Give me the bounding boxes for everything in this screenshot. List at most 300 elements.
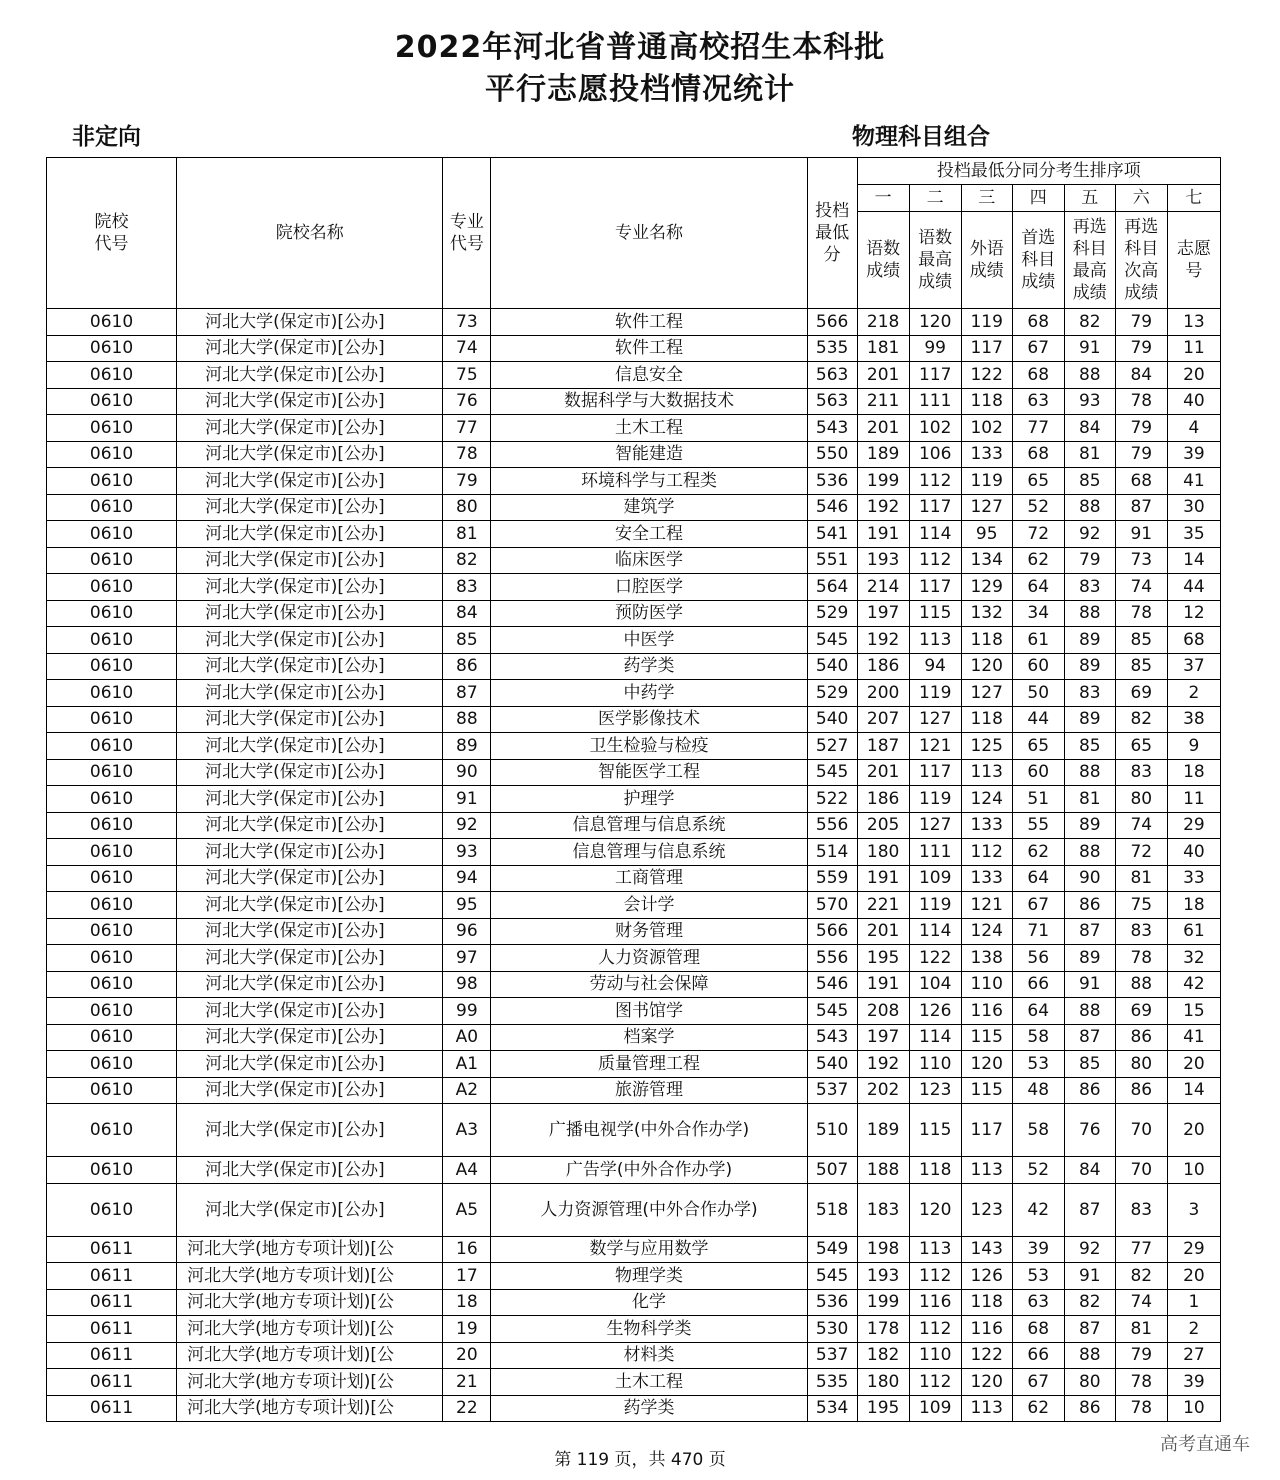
score-reselect-second-cell: 81	[1115, 865, 1167, 892]
preference-number-cell: 1	[1167, 1289, 1220, 1316]
min-score-cell: 546	[807, 494, 857, 521]
score-reselect-max-cell: 86	[1064, 1077, 1115, 1104]
preference-number-cell: 18	[1167, 892, 1220, 919]
preference-number-cell: 2	[1167, 680, 1220, 707]
major-name-cell: 土木工程	[491, 1369, 807, 1396]
preference-number-cell: 27	[1167, 1342, 1220, 1369]
major-name-cell: 中医学	[491, 627, 807, 654]
score-reselect-second-cell: 86	[1115, 1024, 1167, 1051]
major-code-cell: A3	[443, 1104, 491, 1157]
table-row	[47, 918, 1221, 945]
score-reselect-second-cell: 84	[1115, 362, 1167, 389]
score-reselect-second-cell: 70	[1115, 1157, 1167, 1184]
score-first-subject-cell: 53	[1012, 1263, 1064, 1290]
school-code-cell: 0610	[47, 786, 177, 813]
score-reselect-second-cell: 78	[1115, 1369, 1167, 1396]
score-first-subject-cell: 68	[1012, 362, 1064, 389]
score-first-subject-cell: 53	[1012, 1051, 1064, 1078]
score-reselect-second-cell: 87	[1115, 494, 1167, 521]
school-code-cell: 0610	[47, 971, 177, 998]
score-chinese-math-cell: 186	[857, 786, 909, 813]
preference-number-cell: 4	[1167, 415, 1220, 442]
score-first-subject-cell: 44	[1012, 706, 1064, 733]
table-row	[47, 839, 1221, 866]
score-reselect-max-cell: 85	[1064, 733, 1115, 760]
score-reselect-second-cell: 80	[1115, 786, 1167, 813]
school-name-cell: 河北大学(保定市)[公办]	[177, 1157, 443, 1184]
major-name-cell: 信息安全	[491, 362, 807, 389]
score-chinese-math-max-cell: 117	[909, 574, 961, 601]
major-name-cell: 人力资源管理	[491, 945, 807, 972]
major-code-cell: 22	[443, 1395, 491, 1422]
score-first-subject-cell: 72	[1012, 521, 1064, 548]
min-score-cell: 535	[807, 1369, 857, 1396]
score-chinese-math-max-cell: 114	[909, 1024, 961, 1051]
school-name-cell: 河北大学(保定市)[公办]	[177, 574, 443, 601]
score-chinese-math-max-cell: 94	[909, 653, 961, 680]
min-score-cell: 545	[807, 1263, 857, 1290]
preference-number-cell: 68	[1167, 627, 1220, 654]
preference-number-cell: 39	[1167, 1369, 1220, 1396]
score-first-subject-cell: 61	[1012, 627, 1064, 654]
score-chinese-math-cell: 218	[857, 309, 909, 336]
score-chinese-math-cell: 197	[857, 1024, 909, 1051]
school-code-cell: 0610	[47, 839, 177, 866]
table-row	[47, 335, 1221, 362]
score-chinese-math-max-cell: 122	[909, 945, 961, 972]
score-chinese-math-max-cell: 104	[909, 971, 961, 998]
min-score-cell: 570	[807, 892, 857, 919]
score-first-subject-cell: 62	[1012, 547, 1064, 574]
score-foreign-lang-cell: 116	[961, 1316, 1012, 1343]
score-foreign-lang-cell: 113	[961, 1395, 1012, 1422]
school-code-cell: 0610	[47, 706, 177, 733]
score-chinese-math-max-cell: 113	[909, 1236, 961, 1263]
min-score-cell: 518	[807, 1183, 857, 1236]
school-name-cell: 河北大学(保定市)[公办]	[177, 786, 443, 813]
table-row	[47, 733, 1221, 760]
score-reselect-second-cell: 88	[1115, 971, 1167, 998]
major-code-cell: 93	[443, 839, 491, 866]
min-score-cell: 534	[807, 1395, 857, 1422]
school-code-cell: 0610	[47, 388, 177, 415]
school-code-cell: 0610	[47, 680, 177, 707]
major-name-cell: 财务管理	[491, 918, 807, 945]
score-foreign-lang-cell: 124	[961, 918, 1012, 945]
school-name-cell: 河北大学(保定市)[公办]	[177, 998, 443, 1025]
score-first-subject-cell: 58	[1012, 1104, 1064, 1157]
min-score-cell: 543	[807, 415, 857, 442]
school-code-cell: 0611	[47, 1395, 177, 1422]
score-foreign-lang-cell: 132	[961, 600, 1012, 627]
score-reselect-max-cell: 87	[1064, 1183, 1115, 1236]
score-chinese-math-max-cell: 112	[909, 1369, 961, 1396]
major-code-cell: 89	[443, 733, 491, 760]
score-first-subject-cell: 60	[1012, 653, 1064, 680]
score-foreign-lang-cell: 124	[961, 786, 1012, 813]
score-first-subject-cell: 34	[1012, 600, 1064, 627]
major-code-cell: 94	[443, 865, 491, 892]
major-code-cell: A5	[443, 1183, 491, 1236]
score-reselect-second-cell: 80	[1115, 1051, 1167, 1078]
preference-number-cell: 11	[1167, 335, 1220, 362]
school-name-cell: 河北大学(地方专项计划)[公	[177, 1342, 443, 1369]
major-name-cell: 智能医学工程	[491, 759, 807, 786]
min-score-cell: 559	[807, 865, 857, 892]
table-row	[47, 1289, 1221, 1316]
score-reselect-second-cell: 86	[1115, 1077, 1167, 1104]
score-chinese-math-max-cell: 120	[909, 1183, 961, 1236]
score-foreign-lang-cell: 120	[961, 1369, 1012, 1396]
min-score-cell: 541	[807, 521, 857, 548]
score-chinese-math-cell: 182	[857, 1342, 909, 1369]
score-first-subject-cell: 67	[1012, 892, 1064, 919]
score-foreign-lang-cell: 95	[961, 521, 1012, 548]
score-reselect-max-cell: 82	[1064, 1289, 1115, 1316]
major-code-cell: 18	[443, 1289, 491, 1316]
score-reselect-max-cell: 88	[1064, 600, 1115, 627]
school-name-cell: 河北大学(保定市)[公办]	[177, 1051, 443, 1078]
score-chinese-math-max-cell: 123	[909, 1077, 961, 1104]
major-name-cell: 质量管理工程	[491, 1051, 807, 1078]
score-chinese-math-max-cell: 127	[909, 812, 961, 839]
school-name-cell: 河北大学(保定市)[公办]	[177, 759, 443, 786]
score-foreign-lang-cell: 120	[961, 653, 1012, 680]
school-code-cell: 0610	[47, 812, 177, 839]
score-reselect-max-cell: 81	[1064, 441, 1115, 468]
major-code-cell: 97	[443, 945, 491, 972]
min-score-cell: 535	[807, 335, 857, 362]
min-score-cell: 527	[807, 733, 857, 760]
score-chinese-math-cell: 207	[857, 706, 909, 733]
header-rank-item	[1064, 212, 1115, 309]
score-first-subject-cell: 58	[1012, 1024, 1064, 1051]
score-reselect-second-cell: 78	[1115, 1395, 1167, 1422]
school-name-cell: 河北大学(保定市)[公办]	[177, 865, 443, 892]
score-reselect-second-cell: 78	[1115, 945, 1167, 972]
table-row	[47, 759, 1221, 786]
table-row	[47, 706, 1221, 733]
score-chinese-math-cell: 181	[857, 335, 909, 362]
preference-number-cell: 61	[1167, 918, 1220, 945]
score-reselect-max-cell: 79	[1064, 547, 1115, 574]
score-foreign-lang-cell: 112	[961, 839, 1012, 866]
school-code-cell: 0610	[47, 945, 177, 972]
school-code-cell: 0610	[47, 574, 177, 601]
score-first-subject-cell: 42	[1012, 1183, 1064, 1236]
score-first-subject-cell: 64	[1012, 865, 1064, 892]
major-name-cell: 土木工程	[491, 415, 807, 442]
score-chinese-math-cell: 192	[857, 627, 909, 654]
school-name-cell: 河北大学(保定市)[公办]	[177, 1024, 443, 1051]
school-name-cell: 河北大学(保定市)[公办]	[177, 918, 443, 945]
score-chinese-math-max-cell: 119	[909, 786, 961, 813]
school-name-cell: 河北大学(保定市)[公办]	[177, 733, 443, 760]
score-chinese-math-max-cell: 110	[909, 1342, 961, 1369]
school-code-cell: 0610	[47, 918, 177, 945]
score-reselect-max-cell: 89	[1064, 812, 1115, 839]
major-name-cell: 中药学	[491, 680, 807, 707]
header-rank-num: 一	[857, 185, 909, 212]
score-first-subject-cell: 68	[1012, 1316, 1064, 1343]
score-reselect-second-cell: 79	[1115, 335, 1167, 362]
score-foreign-lang-cell: 119	[961, 309, 1012, 336]
score-reselect-max-cell: 89	[1064, 945, 1115, 972]
score-reselect-max-cell: 89	[1064, 706, 1115, 733]
score-foreign-lang-cell: 121	[961, 892, 1012, 919]
school-code-cell: 0611	[47, 1369, 177, 1396]
major-name-cell: 信息管理与信息系统	[491, 839, 807, 866]
major-code-cell: 78	[443, 441, 491, 468]
major-code-cell: 90	[443, 759, 491, 786]
score-chinese-math-cell: 193	[857, 1263, 909, 1290]
score-reselect-second-cell: 79	[1115, 415, 1167, 442]
score-foreign-lang-cell: 134	[961, 547, 1012, 574]
score-chinese-math-cell: 191	[857, 971, 909, 998]
score-first-subject-cell: 66	[1012, 971, 1064, 998]
table-row	[47, 547, 1221, 574]
major-code-cell: 75	[443, 362, 491, 389]
score-first-subject-cell: 68	[1012, 441, 1064, 468]
preference-number-cell: 20	[1167, 1104, 1220, 1157]
table-row	[47, 1024, 1221, 1051]
school-name-cell: 河北大学(保定市)[公办]	[177, 1104, 443, 1157]
major-code-cell: A1	[443, 1051, 491, 1078]
score-chinese-math-cell: 193	[857, 547, 909, 574]
school-name-cell: 河北大学(保定市)[公办]	[177, 494, 443, 521]
table-row	[47, 1342, 1221, 1369]
school-code-cell: 0610	[47, 309, 177, 336]
school-code-cell: 0611	[47, 1316, 177, 1343]
score-chinese-math-cell: 205	[857, 812, 909, 839]
min-score-cell: 543	[807, 1024, 857, 1051]
header-major-code	[443, 158, 491, 309]
min-score-cell: 545	[807, 627, 857, 654]
score-foreign-lang-cell: 118	[961, 627, 1012, 654]
score-reselect-second-cell: 79	[1115, 441, 1167, 468]
score-chinese-math-max-cell: 109	[909, 865, 961, 892]
min-score-cell: 549	[807, 1236, 857, 1263]
min-score-cell: 537	[807, 1342, 857, 1369]
school-code-cell: 0610	[47, 892, 177, 919]
score-foreign-lang-cell: 118	[961, 706, 1012, 733]
header-rank-num: 五	[1064, 185, 1115, 212]
min-score-cell: 530	[807, 1316, 857, 1343]
school-name-cell: 河北大学(保定市)[公办]	[177, 1077, 443, 1104]
header-min-score	[807, 158, 857, 309]
preference-number-cell: 18	[1167, 759, 1220, 786]
table-row	[47, 362, 1221, 389]
major-code-cell: 88	[443, 706, 491, 733]
table-row	[47, 309, 1221, 336]
score-reselect-max-cell: 88	[1064, 759, 1115, 786]
major-name-cell: 建筑学	[491, 494, 807, 521]
score-reselect-max-cell: 91	[1064, 971, 1115, 998]
table-row	[47, 865, 1221, 892]
header-rank-item-text: 语数最高成绩	[918, 228, 953, 292]
major-name-cell: 药学类	[491, 653, 807, 680]
score-reselect-max-cell: 82	[1064, 309, 1115, 336]
table-row	[47, 812, 1221, 839]
score-first-subject-cell: 56	[1012, 945, 1064, 972]
score-foreign-lang-cell: 133	[961, 865, 1012, 892]
score-reselect-second-cell: 78	[1115, 600, 1167, 627]
score-chinese-math-cell: 201	[857, 759, 909, 786]
table-row	[47, 1263, 1221, 1290]
header-rank-item-text: 外语成绩	[969, 239, 1004, 281]
score-reselect-second-cell: 79	[1115, 309, 1167, 336]
major-name-cell: 档案学	[491, 1024, 807, 1051]
score-chinese-math-cell: 191	[857, 865, 909, 892]
score-reselect-second-cell: 75	[1115, 892, 1167, 919]
school-code-cell: 0610	[47, 653, 177, 680]
major-name-cell: 智能建造	[491, 441, 807, 468]
score-reselect-second-cell: 79	[1115, 1342, 1167, 1369]
header-major-code-text: 专业代号	[449, 212, 484, 254]
score-reselect-max-cell: 84	[1064, 415, 1115, 442]
score-chinese-math-cell: 202	[857, 1077, 909, 1104]
min-score-cell: 540	[807, 1051, 857, 1078]
score-reselect-max-cell: 90	[1064, 865, 1115, 892]
header-school-code	[47, 158, 177, 309]
school-code-cell: 0610	[47, 759, 177, 786]
preference-number-cell: 38	[1167, 706, 1220, 733]
score-chinese-math-max-cell: 117	[909, 362, 961, 389]
major-name-cell: 软件工程	[491, 309, 807, 336]
score-chinese-math-cell: 180	[857, 1369, 909, 1396]
school-name-cell: 河北大学(地方专项计划)[公	[177, 1263, 443, 1290]
preference-number-cell: 14	[1167, 547, 1220, 574]
score-chinese-math-cell: 199	[857, 468, 909, 495]
score-first-subject-cell: 55	[1012, 812, 1064, 839]
header-rank-item	[857, 212, 909, 309]
min-score-cell: 566	[807, 918, 857, 945]
min-score-cell: 529	[807, 600, 857, 627]
school-code-cell: 0610	[47, 1051, 177, 1078]
score-first-subject-cell: 68	[1012, 309, 1064, 336]
score-chinese-math-max-cell: 106	[909, 441, 961, 468]
score-reselect-max-cell: 84	[1064, 1157, 1115, 1184]
score-reselect-second-cell: 85	[1115, 653, 1167, 680]
table-row	[47, 680, 1221, 707]
header-major-name: 专业名称	[491, 158, 807, 309]
score-chinese-math-max-cell: 115	[909, 1104, 961, 1157]
table-row	[47, 1236, 1221, 1263]
score-foreign-lang-cell: 122	[961, 1342, 1012, 1369]
preference-number-cell: 10	[1167, 1395, 1220, 1422]
school-name-cell: 河北大学(保定市)[公办]	[177, 335, 443, 362]
header-rank-item	[909, 212, 961, 309]
score-chinese-math-max-cell: 111	[909, 839, 961, 866]
score-chinese-math-max-cell: 127	[909, 706, 961, 733]
major-code-cell: A0	[443, 1024, 491, 1051]
major-code-cell: 17	[443, 1263, 491, 1290]
school-name-cell: 河北大学(保定市)[公办]	[177, 521, 443, 548]
score-reselect-max-cell: 93	[1064, 388, 1115, 415]
score-first-subject-cell: 52	[1012, 494, 1064, 521]
score-chinese-math-max-cell: 117	[909, 759, 961, 786]
score-first-subject-cell: 71	[1012, 918, 1064, 945]
header-rank-num: 七	[1167, 185, 1220, 212]
table-row	[47, 1077, 1221, 1104]
major-code-cell: A4	[443, 1157, 491, 1184]
score-chinese-math-cell: 201	[857, 362, 909, 389]
header-rank-num: 三	[961, 185, 1012, 212]
major-code-cell: 85	[443, 627, 491, 654]
header-rank-item	[1167, 212, 1220, 309]
major-code-cell: A2	[443, 1077, 491, 1104]
min-score-cell: 545	[807, 759, 857, 786]
preference-number-cell: 29	[1167, 1236, 1220, 1263]
score-chinese-math-max-cell: 118	[909, 1157, 961, 1184]
score-chinese-math-cell: 180	[857, 839, 909, 866]
school-code-cell: 0611	[47, 1342, 177, 1369]
major-code-cell: 73	[443, 309, 491, 336]
score-foreign-lang-cell: 122	[961, 362, 1012, 389]
table-row	[47, 388, 1221, 415]
score-reselect-second-cell: 81	[1115, 1316, 1167, 1343]
header-min-score-text: 投档最低分	[815, 201, 850, 265]
header-rank-item-text: 再选科目次高成绩	[1124, 217, 1159, 303]
major-code-cell: 76	[443, 388, 491, 415]
school-code-cell: 0610	[47, 494, 177, 521]
score-chinese-math-cell: 199	[857, 1289, 909, 1316]
score-chinese-math-cell: 189	[857, 441, 909, 468]
score-chinese-math-max-cell: 110	[909, 1051, 961, 1078]
preference-number-cell: 20	[1167, 1051, 1220, 1078]
score-first-subject-cell: 50	[1012, 680, 1064, 707]
table-row	[47, 574, 1221, 601]
preference-number-cell: 33	[1167, 865, 1220, 892]
school-name-cell: 河北大学(保定市)[公办]	[177, 706, 443, 733]
table-row	[47, 600, 1221, 627]
score-chinese-math-cell: 187	[857, 733, 909, 760]
major-name-cell: 环境科学与工程类	[491, 468, 807, 495]
score-reselect-second-cell: 82	[1115, 706, 1167, 733]
preference-number-cell: 10	[1167, 1157, 1220, 1184]
score-chinese-math-max-cell: 114	[909, 918, 961, 945]
score-reselect-max-cell: 87	[1064, 1024, 1115, 1051]
score-chinese-math-cell: 197	[857, 600, 909, 627]
score-chinese-math-max-cell: 116	[909, 1289, 961, 1316]
score-chinese-math-cell: 201	[857, 415, 909, 442]
major-name-cell: 口腔医学	[491, 574, 807, 601]
score-reselect-second-cell: 69	[1115, 998, 1167, 1025]
preference-number-cell: 13	[1167, 309, 1220, 336]
score-reselect-second-cell: 77	[1115, 1236, 1167, 1263]
major-code-cell: 21	[443, 1369, 491, 1396]
score-reselect-max-cell: 88	[1064, 362, 1115, 389]
table-row	[47, 1183, 1221, 1236]
score-reselect-second-cell: 73	[1115, 547, 1167, 574]
score-reselect-second-cell: 69	[1115, 680, 1167, 707]
major-code-cell: 81	[443, 521, 491, 548]
school-name-cell: 河北大学(保定市)[公办]	[177, 309, 443, 336]
score-reselect-max-cell: 83	[1064, 574, 1115, 601]
table-row	[47, 1316, 1221, 1343]
school-code-cell: 0610	[47, 1183, 177, 1236]
score-reselect-max-cell: 87	[1064, 1316, 1115, 1343]
admission-table	[46, 157, 1221, 1422]
preference-number-cell: 9	[1167, 733, 1220, 760]
score-reselect-max-cell: 76	[1064, 1104, 1115, 1157]
score-first-subject-cell: 64	[1012, 998, 1064, 1025]
school-name-cell: 河北大学(保定市)[公办]	[177, 415, 443, 442]
major-code-cell: 98	[443, 971, 491, 998]
score-chinese-math-cell: 192	[857, 1051, 909, 1078]
min-score-cell: 566	[807, 309, 857, 336]
score-reselect-second-cell: 74	[1115, 812, 1167, 839]
